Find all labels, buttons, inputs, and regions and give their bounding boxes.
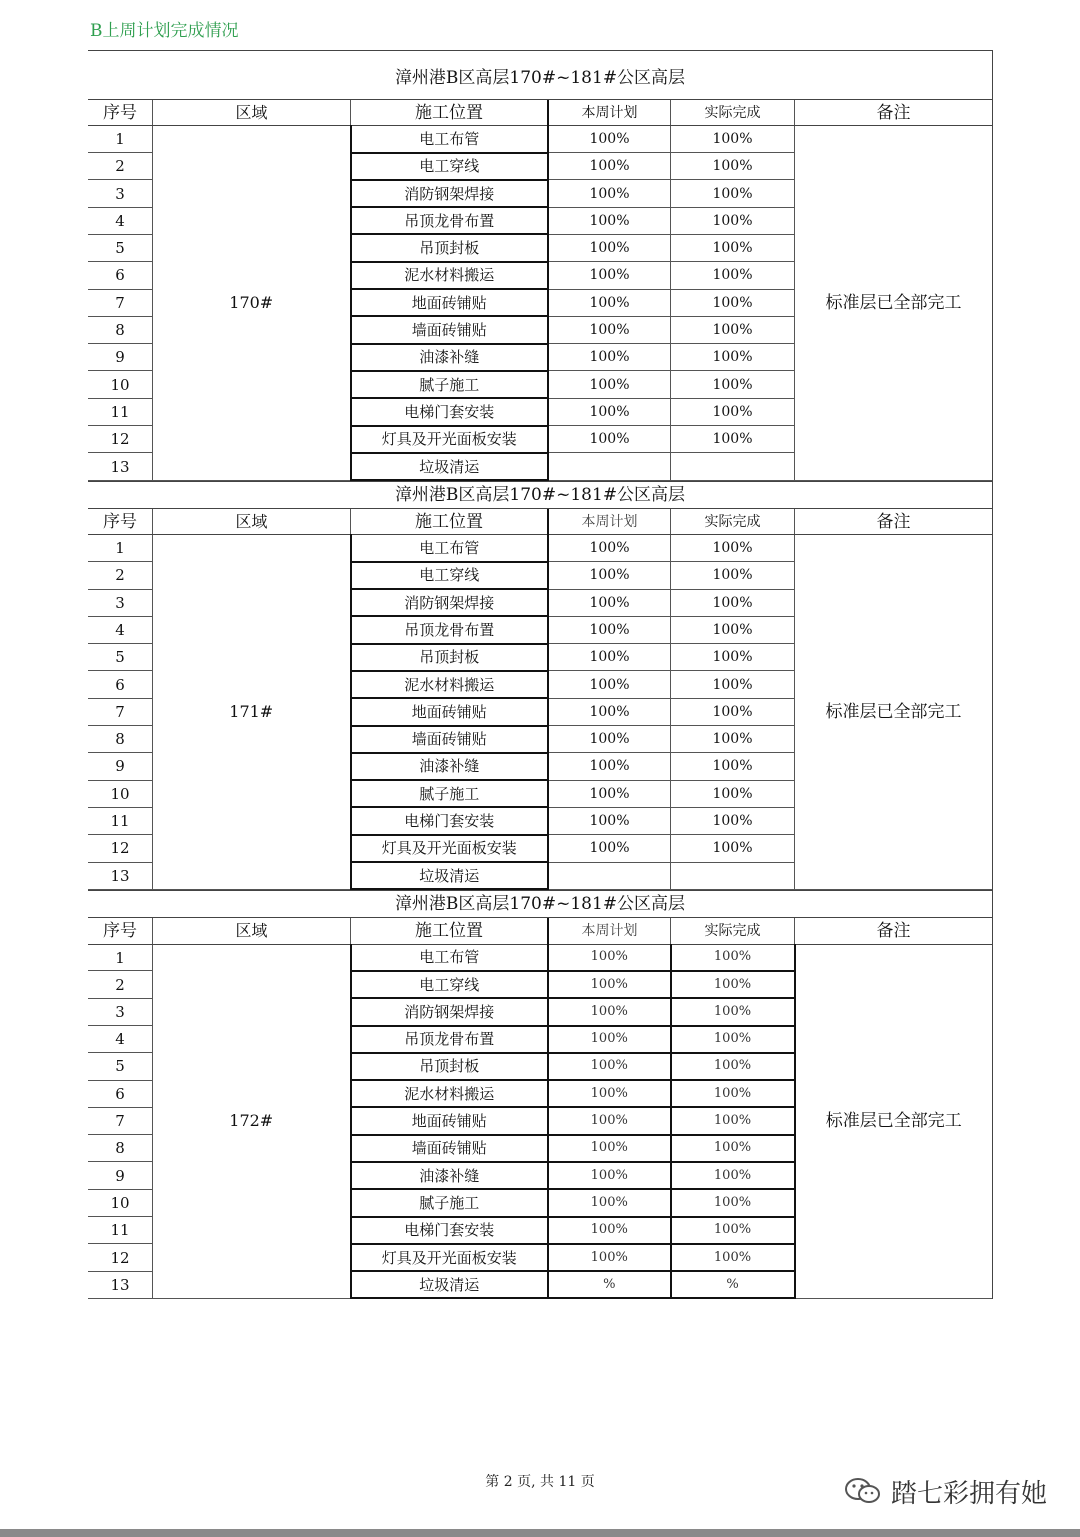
row-number: 10 xyxy=(88,1189,153,1216)
plan-cell: 100% xyxy=(548,535,671,562)
position-cell: 灯具及开光面板安装 xyxy=(351,835,549,862)
header-no: 序号 xyxy=(88,100,153,126)
position-cell: 油漆补缝 xyxy=(351,344,549,371)
position-cell: 吊顶封板 xyxy=(351,1053,549,1080)
header-row xyxy=(88,100,992,126)
table-row xyxy=(88,944,992,971)
header-plan: 本周计划 xyxy=(548,509,671,535)
plan-cell: 100% xyxy=(548,726,671,753)
row-number: 2 xyxy=(88,153,153,180)
watermark-text: 踏七彩拥有她 xyxy=(891,1478,1048,1509)
row-number: 7 xyxy=(88,698,153,725)
position-cell: 垃圾清运 xyxy=(351,453,549,480)
table-block-1 xyxy=(88,50,992,481)
header-note: 备注 xyxy=(795,100,993,126)
row-number: 8 xyxy=(88,1135,153,1162)
plan-cell: 100% xyxy=(548,1135,671,1162)
done-cell: 100% xyxy=(671,644,795,671)
row-number: 3 xyxy=(88,180,153,207)
plan-cell: 100% xyxy=(548,589,671,616)
row-number: 9 xyxy=(88,344,153,371)
plan-cell: % xyxy=(548,1271,671,1298)
done-cell: 100% xyxy=(671,671,795,698)
done-cell: % xyxy=(671,1271,795,1298)
header-plan: 本周计划 xyxy=(548,918,671,944)
done-cell: 100% xyxy=(671,944,795,971)
done-cell: 100% xyxy=(671,971,795,998)
done-cell: 100% xyxy=(671,698,795,725)
plan-cell: 100% xyxy=(548,1217,671,1244)
row-number: 9 xyxy=(88,753,153,780)
position-cell: 泥水材料搬运 xyxy=(351,1080,549,1107)
done-cell: 100% xyxy=(671,262,795,289)
header-done: 实际完成 xyxy=(671,509,795,535)
table-row xyxy=(88,126,992,153)
header-position: 施工位置 xyxy=(351,509,549,535)
position-cell: 地面砖铺贴 xyxy=(351,698,549,725)
done-cell: 100% xyxy=(671,234,795,261)
row-number: 9 xyxy=(88,1162,153,1189)
done-cell: 100% xyxy=(671,207,795,234)
plan-cell: 100% xyxy=(548,780,671,807)
header-row xyxy=(88,509,992,535)
position-cell: 灯具及开光面板安装 xyxy=(351,1244,549,1271)
position-cell: 腻子施工 xyxy=(351,780,549,807)
row-number: 4 xyxy=(88,207,153,234)
plan-cell xyxy=(548,453,671,480)
position-cell: 墙面砖铺贴 xyxy=(351,1135,549,1162)
table-block-3 xyxy=(88,890,992,1299)
plan-cell: 100% xyxy=(548,126,671,153)
plan-cell: 100% xyxy=(548,1080,671,1107)
row-number: 12 xyxy=(88,835,153,862)
position-cell: 吊顶龙骨布置 xyxy=(351,207,549,234)
progress-table xyxy=(88,918,992,1299)
row-number: 4 xyxy=(88,1026,153,1053)
plan-cell: 100% xyxy=(548,426,671,453)
position-cell: 地面砖铺贴 xyxy=(351,289,549,316)
plan-cell: 100% xyxy=(548,562,671,589)
table-row xyxy=(88,535,992,562)
row-number: 1 xyxy=(88,944,153,971)
position-cell: 垃圾清运 xyxy=(351,862,549,889)
plan-cell: 100% xyxy=(548,398,671,425)
position-cell: 电梯门套安装 xyxy=(351,807,549,834)
plan-cell xyxy=(548,862,671,889)
done-cell: 100% xyxy=(671,1162,795,1189)
row-number: 6 xyxy=(88,671,153,698)
row-number: 2 xyxy=(88,971,153,998)
row-number: 12 xyxy=(88,426,153,453)
plan-cell: 100% xyxy=(548,944,671,971)
wechat-icon xyxy=(843,1476,883,1506)
done-cell: 100% xyxy=(671,807,795,834)
position-cell: 腻子施工 xyxy=(351,1189,549,1216)
position-cell: 油漆补缝 xyxy=(351,1162,549,1189)
plan-cell: 100% xyxy=(548,371,671,398)
row-number: 11 xyxy=(88,1217,153,1244)
row-number: 3 xyxy=(88,998,153,1025)
row-number: 12 xyxy=(88,1244,153,1271)
position-cell: 墙面砖铺贴 xyxy=(351,726,549,753)
position-cell: 墙面砖铺贴 xyxy=(351,316,549,343)
position-cell: 吊顶封板 xyxy=(351,234,549,261)
block-title: 漳州港B区高层170#~181#公区高层 xyxy=(88,481,992,509)
header-position: 施工位置 xyxy=(351,918,549,944)
position-cell: 吊顶龙骨布置 xyxy=(351,1026,549,1053)
done-cell: 100% xyxy=(671,1080,795,1107)
row-number: 8 xyxy=(88,726,153,753)
position-cell: 电工穿线 xyxy=(351,153,549,180)
progress-sheet xyxy=(88,50,993,1299)
done-cell: 100% xyxy=(671,126,795,153)
row-number: 5 xyxy=(88,1053,153,1080)
plan-cell: 100% xyxy=(548,753,671,780)
done-cell xyxy=(671,453,795,480)
done-cell: 100% xyxy=(671,153,795,180)
row-number: 8 xyxy=(88,316,153,343)
plan-cell: 100% xyxy=(548,1026,671,1053)
header-done: 实际完成 xyxy=(671,100,795,126)
plan-cell: 100% xyxy=(548,807,671,834)
done-cell: 100% xyxy=(671,1026,795,1053)
header-position: 施工位置 xyxy=(351,100,549,126)
row-number: 6 xyxy=(88,262,153,289)
position-cell: 消防钢架焊接 xyxy=(351,589,549,616)
area-cell: 172# xyxy=(153,944,351,1298)
watermark xyxy=(843,1474,1047,1508)
done-cell: 100% xyxy=(671,753,795,780)
position-cell: 地面砖铺贴 xyxy=(351,1107,549,1134)
done-cell: 100% xyxy=(671,1107,795,1134)
position-cell: 垃圾清运 xyxy=(351,1271,549,1298)
row-number: 7 xyxy=(88,1107,153,1134)
block-title: 漳州港B区高层170#~181#公区高层 xyxy=(88,890,992,918)
plan-cell: 100% xyxy=(548,180,671,207)
done-cell: 100% xyxy=(671,535,795,562)
done-cell xyxy=(671,862,795,889)
block-title: 漳州港B区高层170#~181#公区高层 xyxy=(88,50,992,100)
row-number: 13 xyxy=(88,1271,153,1298)
header-done: 实际完成 xyxy=(671,918,795,944)
position-cell: 泥水材料搬运 xyxy=(351,671,549,698)
row-number: 1 xyxy=(88,535,153,562)
area-cell: 170# xyxy=(153,126,351,480)
header-row xyxy=(88,918,992,944)
position-cell: 吊顶龙骨布置 xyxy=(351,616,549,643)
done-cell: 100% xyxy=(671,344,795,371)
plan-cell: 100% xyxy=(548,289,671,316)
header-area: 区域 xyxy=(153,100,351,126)
done-cell: 100% xyxy=(671,998,795,1025)
done-cell: 100% xyxy=(671,316,795,343)
done-cell: 100% xyxy=(671,589,795,616)
plan-cell: 100% xyxy=(548,698,671,725)
plan-cell: 100% xyxy=(548,1107,671,1134)
position-cell: 吊顶封板 xyxy=(351,644,549,671)
plan-cell: 100% xyxy=(548,153,671,180)
done-cell: 100% xyxy=(671,371,795,398)
row-number: 5 xyxy=(88,234,153,261)
plan-cell: 100% xyxy=(548,344,671,371)
plan-cell: 100% xyxy=(548,1244,671,1271)
row-number: 6 xyxy=(88,1080,153,1107)
header-note: 备注 xyxy=(795,918,993,944)
plan-cell: 100% xyxy=(548,644,671,671)
position-cell: 消防钢架焊接 xyxy=(351,998,549,1025)
page-heading: B上周计划完成情况 xyxy=(90,21,239,41)
position-cell: 灯具及开光面板安装 xyxy=(351,426,549,453)
position-cell: 电梯门套安装 xyxy=(351,398,549,425)
row-number: 11 xyxy=(88,807,153,834)
plan-cell: 100% xyxy=(548,1053,671,1080)
position-cell: 油漆补缝 xyxy=(351,753,549,780)
note-cell: 标准层已全部完工 xyxy=(795,535,993,889)
plan-cell: 100% xyxy=(548,835,671,862)
progress-table xyxy=(88,100,992,481)
header-area: 区域 xyxy=(153,918,351,944)
plan-cell: 100% xyxy=(548,1162,671,1189)
done-cell: 100% xyxy=(671,180,795,207)
table-block-2 xyxy=(88,481,992,890)
row-number: 13 xyxy=(88,453,153,480)
plan-cell: 100% xyxy=(548,207,671,234)
header-no: 序号 xyxy=(88,509,153,535)
bottom-bar xyxy=(0,1529,1080,1537)
plan-cell: 100% xyxy=(548,671,671,698)
done-cell: 100% xyxy=(671,780,795,807)
plan-cell: 100% xyxy=(548,971,671,998)
position-cell: 泥水材料搬运 xyxy=(351,262,549,289)
done-cell: 100% xyxy=(671,562,795,589)
row-number: 3 xyxy=(88,589,153,616)
done-cell: 100% xyxy=(671,1135,795,1162)
position-cell: 消防钢架焊接 xyxy=(351,180,549,207)
position-cell: 腻子施工 xyxy=(351,371,549,398)
row-number: 1 xyxy=(88,126,153,153)
row-number: 2 xyxy=(88,562,153,589)
page-footer: 第 2 页, 共 11 页 xyxy=(485,1474,595,1490)
header-note: 备注 xyxy=(795,509,993,535)
plan-cell: 100% xyxy=(548,316,671,343)
plan-cell: 100% xyxy=(548,998,671,1025)
plan-cell: 100% xyxy=(548,262,671,289)
done-cell: 100% xyxy=(671,426,795,453)
position-cell: 电工布管 xyxy=(351,126,549,153)
position-cell: 电工布管 xyxy=(351,535,549,562)
header-no: 序号 xyxy=(88,918,153,944)
plan-cell: 100% xyxy=(548,616,671,643)
done-cell: 100% xyxy=(671,726,795,753)
note-cell: 标准层已全部完工 xyxy=(795,944,993,1298)
header-plan: 本周计划 xyxy=(548,100,671,126)
position-cell: 电梯门套安装 xyxy=(351,1217,549,1244)
plan-cell: 100% xyxy=(548,234,671,261)
row-number: 10 xyxy=(88,780,153,807)
done-cell: 100% xyxy=(671,1217,795,1244)
done-cell: 100% xyxy=(671,1189,795,1216)
done-cell: 100% xyxy=(671,398,795,425)
done-cell: 100% xyxy=(671,835,795,862)
header-area: 区域 xyxy=(153,509,351,535)
position-cell: 电工穿线 xyxy=(351,971,549,998)
row-number: 5 xyxy=(88,644,153,671)
row-number: 13 xyxy=(88,862,153,889)
progress-table xyxy=(88,509,992,890)
row-number: 10 xyxy=(88,371,153,398)
row-number: 11 xyxy=(88,398,153,425)
position-cell: 电工穿线 xyxy=(351,562,549,589)
done-cell: 100% xyxy=(671,1244,795,1271)
row-number: 7 xyxy=(88,289,153,316)
row-number: 4 xyxy=(88,616,153,643)
done-cell: 100% xyxy=(671,616,795,643)
done-cell: 100% xyxy=(671,289,795,316)
position-cell: 电工布管 xyxy=(351,944,549,971)
area-cell: 171# xyxy=(153,535,351,889)
done-cell: 100% xyxy=(671,1053,795,1080)
note-cell: 标准层已全部完工 xyxy=(795,126,993,480)
plan-cell: 100% xyxy=(548,1189,671,1216)
